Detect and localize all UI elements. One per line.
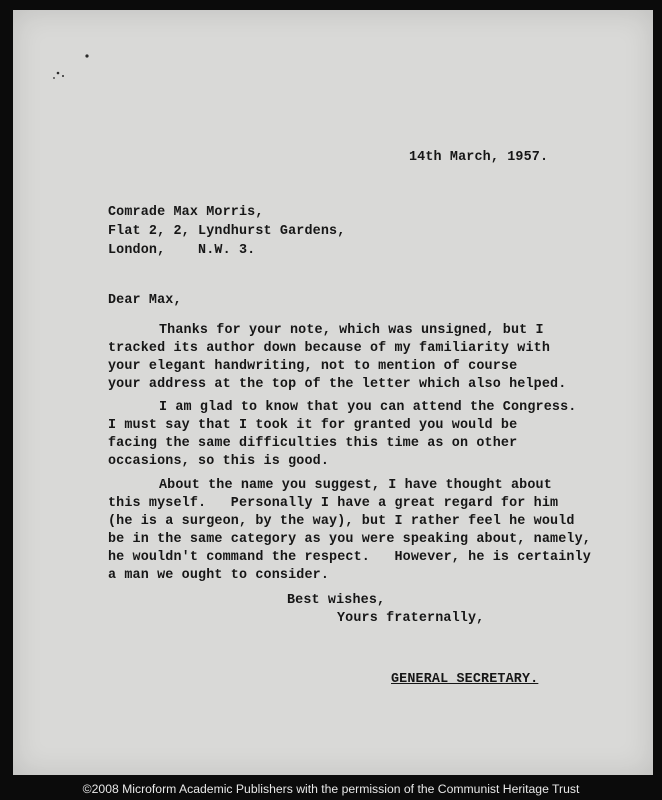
letter-page bbox=[13, 10, 653, 775]
ink-specks bbox=[51, 52, 91, 92]
body-line: About the name you suggest, I have thought about bbox=[159, 478, 552, 493]
body-line: be in the same category as you were speaking about, namely, bbox=[108, 532, 591, 547]
body-line: your elegant handwriting, not to mention of course bbox=[108, 359, 518, 374]
recipient-name: Comrade Max Morris, bbox=[108, 205, 264, 220]
body-line: I am glad to know that you can attend the Congress. bbox=[159, 400, 577, 415]
body-line: occasions, so this is good. bbox=[108, 454, 330, 469]
closing-best-wishes: Best wishes, bbox=[287, 593, 386, 608]
letter-date: 14th March, 1957. bbox=[409, 150, 549, 165]
body-line: (he is a surgeon, by the way), but I rather feel he would bbox=[108, 514, 575, 529]
body-line: your address at the top of the letter which also helped. bbox=[108, 377, 567, 392]
body-line: tracked its author down because of my familiarity with bbox=[108, 341, 551, 356]
closing-fraternally: Yours fraternally, bbox=[337, 611, 485, 626]
body-line: this myself. Personally I have a great regard for him bbox=[108, 496, 559, 511]
signature-title: GENERAL SECRETARY. bbox=[391, 672, 539, 687]
body-line: I must say that I took it for granted you would be bbox=[108, 418, 518, 433]
body-line: a man we ought to consider. bbox=[108, 568, 330, 583]
body-line: Thanks for your note, which was unsigned, but I bbox=[159, 323, 544, 338]
recipient-city: London, N.W. 3. bbox=[108, 243, 256, 258]
body-line: he wouldn't command the respect. However, he is certainly bbox=[108, 550, 591, 565]
copyright-footer: ©2008 Microform Academic Publishers with the permission of the Communist Heritage Trust bbox=[82, 782, 580, 796]
recipient-street: Flat 2, 2, Lyndhurst Gardens, bbox=[108, 224, 346, 239]
body-line: facing the same difficulties this time as on other bbox=[108, 436, 518, 451]
salutation: Dear Max, bbox=[108, 293, 182, 308]
